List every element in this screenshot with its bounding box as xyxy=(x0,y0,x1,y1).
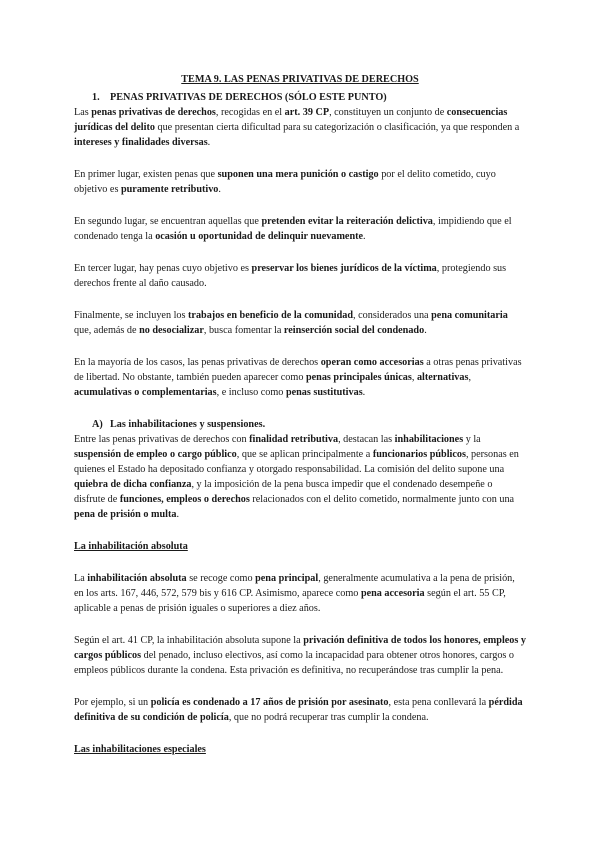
paragraph-5: Finalmente, se incluyen los trabajos en beneficio de la comunidad, considerados una pena comunitaria que, además de no desocializar, busca fomentar la reinserción social del condenado. xyxy=(74,310,508,336)
paragraph-8: La inhabilitación absoluta se recoge como pena principal, generalmente acumulativa a la pena de prisión, en los arts. 167, 446, 572, 579 bis y 616 CP. Asimismo, aparece como pena accesoria según el art. 55 CP, aplicable a penas de prisión iguales o superiores a diez años. xyxy=(74,573,515,614)
paragraph-6: En la mayoría de los casos, las penas privativas de derechos operan como accesorias a otras penas privativas de libertad. No obstante, también pueden aparecer como penas principales únicas, alternativas, acumulativas o complementarias, e incluso como penas sustitutivas. xyxy=(74,357,522,398)
document-title: TEMA 9. LAS PENAS PRIVATIVAS DE DERECHOS xyxy=(181,74,419,85)
paragraph-7: Entre las penas privativas de derechos con finalidad retributiva, destacan las inhabilitaciones y la suspensión de empleo o cargo público, que se aplican principalmente a funcionarios públicos, personas en quienes el Estado ha depositado confianza y otorgado responsabilidad. La comisión del delito supone una quiebra de dicha confianza, y la imposición de la pena busca impedir que el condenado desempeñe o disfrute de funciones, empleos o derechos relacionados con el delito cometido, normalmente junto con una pena de prisión o multa. xyxy=(74,434,519,520)
subheading-special-disqualifications: Las inhabilitaciones especiales xyxy=(74,744,206,755)
paragraph-9: Según el art. 41 CP, la inhabilitación absoluta supone la privación definitiva de todos los honores, empleos y cargos públicos del penado, incluso electivos, así como la incapacidad para obtener otros honores, cargos o empleos públicos durante la condena. Esta privación es definitiva, no recuperándose tras cumplir la pena. xyxy=(74,635,527,676)
section-1-heading-text: PENAS PRIVATIVAS DE DERECHOS (SÓLO ESTE PUNTO) xyxy=(110,92,387,103)
section-1-number: 1. xyxy=(92,92,100,103)
paragraph-4: En tercer lugar, hay penas cuyo objetivo es preservar los bienes jurídicos de la víctima, protegiendo sus derechos frente al daño causado. xyxy=(74,263,507,289)
section-1-heading xyxy=(74,90,526,105)
section-a-heading xyxy=(74,417,526,432)
paragraph-2: En primer lugar, existen penas que suponen una mera punición o castigo por el delito cometido, cuyo objetivo es puramente retributivo. xyxy=(74,169,496,195)
paragraph-1: Las penas privativas de derechos, recogidas en el art. 39 CP, constituyen un conjunto de consecuencias jurídicas del delito que presentan cierta dificultad para su categorización o clasificación, ya que responden a intereses y finalidades diversas. xyxy=(74,107,520,148)
subheading-absolute-disqualification: La inhabilitación absoluta xyxy=(74,541,188,552)
paragraph-10: Por ejemplo, si un policía es condenado a 17 años de prisión por asesinato, esta pena conllevará la pérdida definitiva de su condición de policía, que no podrá recuperar tras cumplir la condena. xyxy=(74,697,523,723)
paragraph-3: En segundo lugar, se encuentran aquellas que pretenden evitar la reiteración delictiva, impidiendo que el condenado tenga la ocasión u oportunidad de delinquir nuevamente. xyxy=(74,216,512,242)
section-a-number: A) xyxy=(92,419,103,430)
section-a-heading-text: Las inhabilitaciones y suspensiones. xyxy=(110,419,266,430)
